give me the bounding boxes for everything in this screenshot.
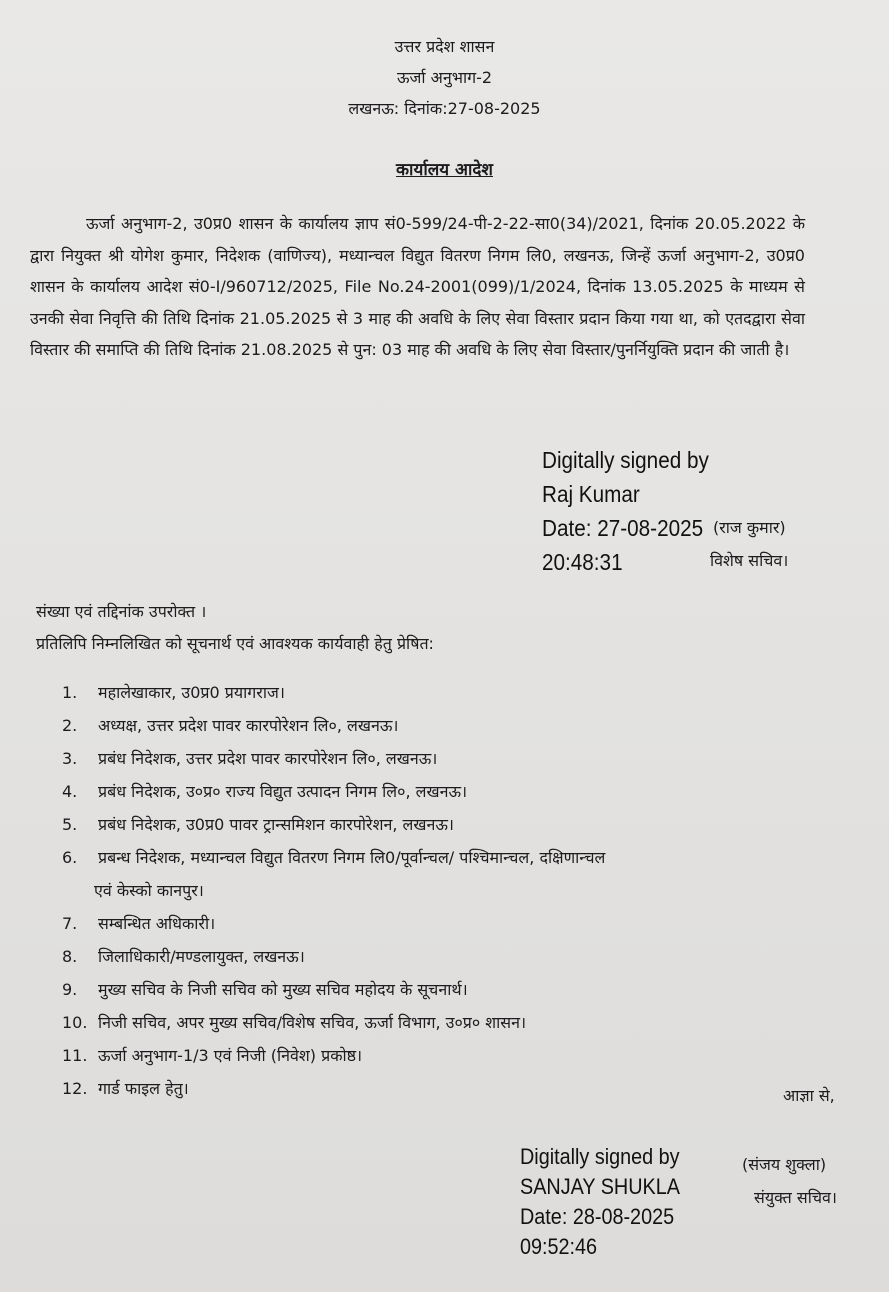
copy-to-intro: प्रतिलिपि निम्नलिखित को सूचनार्थ एवं आवश्यक कार्यवाही हेतु प्रेषित: [36,634,434,653]
document-title: कार्यालय आदेश [396,160,493,180]
list-item: 12. गार्ड फाइल हेतु। [62,1079,189,1098]
header-place-date: लखनऊ: दिनांक:27-08-2025 [348,99,541,118]
joint-secretary-name-hindi: (संजय शुक्ला) [742,1155,827,1174]
digital-signature-sanjay-shukla [520,1142,680,1262]
order-by: आज्ञा से, [783,1086,835,1105]
order-body [30,208,805,366]
list-item: 11. ऊर्जा अनुभाग-1/3 एवं निजी (निवेश) प्रकोष्ठ। [62,1046,363,1065]
copy-to-list [62,683,862,1112]
list-item: 8. जिलाधिकारी/मण्डलायुक्त, लखनऊ। [62,947,305,966]
list-item: 5. प्रबंध निदेशक, उ0प्र0 पावर ट्रान्समिशन कारपोरेशन, लखनऊ। [62,815,454,834]
signature-caption: Digitally signed by [542,447,709,473]
joint-secretary-designation: संयुक्त सचिव। [754,1188,837,1207]
list-item: 2. अध्यक्ष, उत्तर प्रदेश पावर कारपोरेशन लि०, लखनऊ। [62,716,399,735]
list-item: 10. निजी सचिव, अपर मुख्य सचिव/विशेष सचिव, ऊर्जा विभाग, उ०प्र० शासन। [62,1013,527,1032]
digital-signature-raj-kumar [542,443,709,579]
order-body-text: ऊर्जा अनुभाग-2, उ0प्र0 शासन के कार्यालय ज्ञाप सं0-599/24-पी-2-22-सा0(34)/2021, दिनांक 20.05.2022 के द्वारा नियुक्त श्री योगेश कुमार, निदेशक (वाणिज्य), मध्यान्चल विद्युत वितरण निगम लि0, लखनऊ, जिन्हें ऊर्जा अनुभाग-2, उ0प्र0 शासन के कार्यालय आदेश सं0-I/960712/2025, File No.24-2001(099)/1/2024, दिनांक 13.05.2025 के माध्यम से उनकी सेवा निवृत्ति की तिथि दिनांक 21.05.2025 से 3 माह की अवधि के लिए सेवा विस्तार प्रदान किया गया था, को एतदद्वारा सेवा विस्तार की समाप्ति की तिथि दिनांक 21.08.2025 से पुन: 03 माह की अवधि के लिए सेवा विस्तार/पुनर्नियुक्ति प्रदान की जाती है। [30,214,805,359]
signatory-designation: विशेष सचिव। [710,551,789,570]
signature-signer: SANJAY SHUKLA [520,1174,680,1199]
signatory-name-hindi: (राज कुमार) [713,518,786,537]
list-item: 3. प्रबंध निदेशक, उत्तर प्रदेश पावर कारपोरेशन लि०, लखनऊ। [62,749,438,768]
signature-date: Date: 27-08-2025 [542,515,704,541]
list-item: 1. महालेखाकार, उ0प्र0 प्रयागराज। [62,683,285,702]
signature-date: Date: 28-08-2025 [520,1204,675,1229]
list-item: 7. सम्बन्धित अधिकारी। [62,914,216,933]
header-government: उत्तर प्रदेश शासन [394,37,495,56]
signature-signer: Raj Kumar [542,481,640,507]
signature-caption: Digitally signed by [520,1144,680,1169]
header-section: ऊर्जा अनुभाग-2 [396,68,493,87]
reference-line: संख्या एवं तद्दिनांक उपरोक्त । [36,602,207,621]
list-item: 6. प्रबन्ध निदेशक, मध्यान्चल विद्युत वितरण निगम लि0/पूर्वान्चल/ पश्चिमान्चल, दक्षिणान्चल एवं केस्को कानपुर। [62,848,606,900]
list-item: 4. प्रबंध निदेशक, उ०प्र० राज्य विद्युत उत्पादन निगम लि०, लखनऊ। [62,782,468,801]
signature-time: 20:48:31 [542,549,623,575]
list-item: 9. मुख्य सचिव के निजी सचिव को मुख्य सचिव महोदय के सूचनार्थ। [62,980,468,999]
signature-time: 09:52:46 [520,1234,598,1259]
